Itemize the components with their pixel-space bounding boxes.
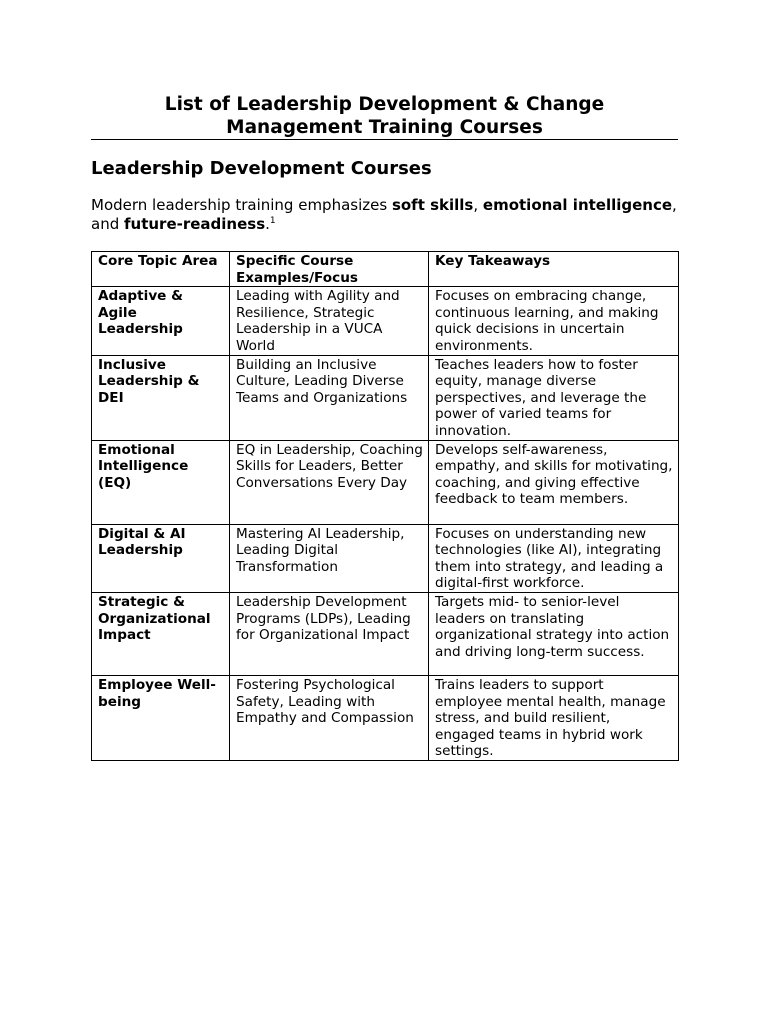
intro-bold-future-readiness: future-readiness — [124, 215, 266, 233]
intro-bold-emotional-intelligence: emotional intelligence — [482, 196, 673, 214]
intro-text-4: . — [265, 215, 270, 233]
takeaways-cell: Focuses on understanding new technologies (like AI), integrating them into strategy, and leading a digital-first workforce. — [429, 524, 679, 592]
takeaways-cell: Develops self-awareness, empathy, and skills for motivating, coaching, and giving effective feedback to team members. — [429, 440, 679, 524]
section-heading: Leadership Development Courses — [91, 158, 432, 179]
takeaways-cell: Targets mid- to senior-level leaders on translating organizational strategy into action and driving long-term success. — [429, 592, 679, 675]
courses-cell: Leading with Agility and Resilience, Strategic Leadership in a VUCA World — [230, 287, 429, 355]
header-core-topic-area: Core Topic Area — [92, 252, 230, 287]
takeaways-cell: Teaches leaders how to foster equity, manage diverse perspectives, and leverage the power of varied teams for innovation. — [429, 355, 679, 440]
intro-text-1: Modern leadership training emphasizes — [91, 196, 392, 214]
table-row — [92, 524, 679, 592]
table-row — [92, 440, 679, 524]
courses-cell: Leadership Development Programs (LDPs), Leading for Organizational Impact — [230, 592, 429, 675]
courses-cell: Building an Inclusive Culture, Leading Diverse Teams and Organizations — [230, 355, 429, 440]
title-divider — [91, 139, 678, 140]
courses-cell: Fostering Psychological Safety, Leading with Empathy and Compassion — [230, 675, 429, 760]
table-row — [92, 675, 679, 760]
table-header-row — [92, 252, 679, 287]
footnote-reference[interactable]: 1 — [269, 216, 276, 226]
courses-cell: EQ in Leadership, Coaching Skills for Leaders, Better Conversations Every Day — [230, 440, 429, 524]
topic-cell: Digital & AI Leadership — [92, 524, 230, 592]
topic-cell: Emotional Intelligence (EQ) — [92, 440, 230, 524]
topic-cell: Adaptive & Agile Leadership — [92, 287, 230, 355]
courses-cell: Mastering AI Leadership, Leading Digital Transformation — [230, 524, 429, 592]
table-row — [92, 355, 679, 440]
takeaways-cell: Focuses on embracing change, continuous learning, and making quick decisions in uncertain environments. — [429, 287, 679, 355]
header-specific-course-examples: Specific Course Examples/Focus — [230, 252, 429, 287]
takeaways-cell: Trains leaders to support employee mental health, manage stress, and build resilient, engaged teams in hybrid work settings. — [429, 675, 679, 760]
intro-text-2: , — [473, 196, 483, 214]
intro-text-3: , and — [91, 196, 677, 233]
table-row — [92, 287, 679, 355]
topic-cell: Employee Well-being — [92, 675, 230, 760]
topic-cell: Strategic & Organizational Impact — [92, 592, 230, 675]
courses-table — [91, 251, 679, 761]
header-key-takeaways: Key Takeaways — [429, 252, 679, 287]
table-row — [92, 592, 679, 675]
intro-paragraph — [91, 196, 678, 234]
topic-cell: Inclusive Leadership & DEI — [92, 355, 230, 440]
document-title — [91, 93, 678, 139]
document-title-line-2: Management Training Courses — [226, 117, 543, 138]
intro-bold-soft-skills: soft skills — [391, 196, 474, 214]
document-title-line-1: List of Leadership Development & Change — [164, 94, 605, 115]
